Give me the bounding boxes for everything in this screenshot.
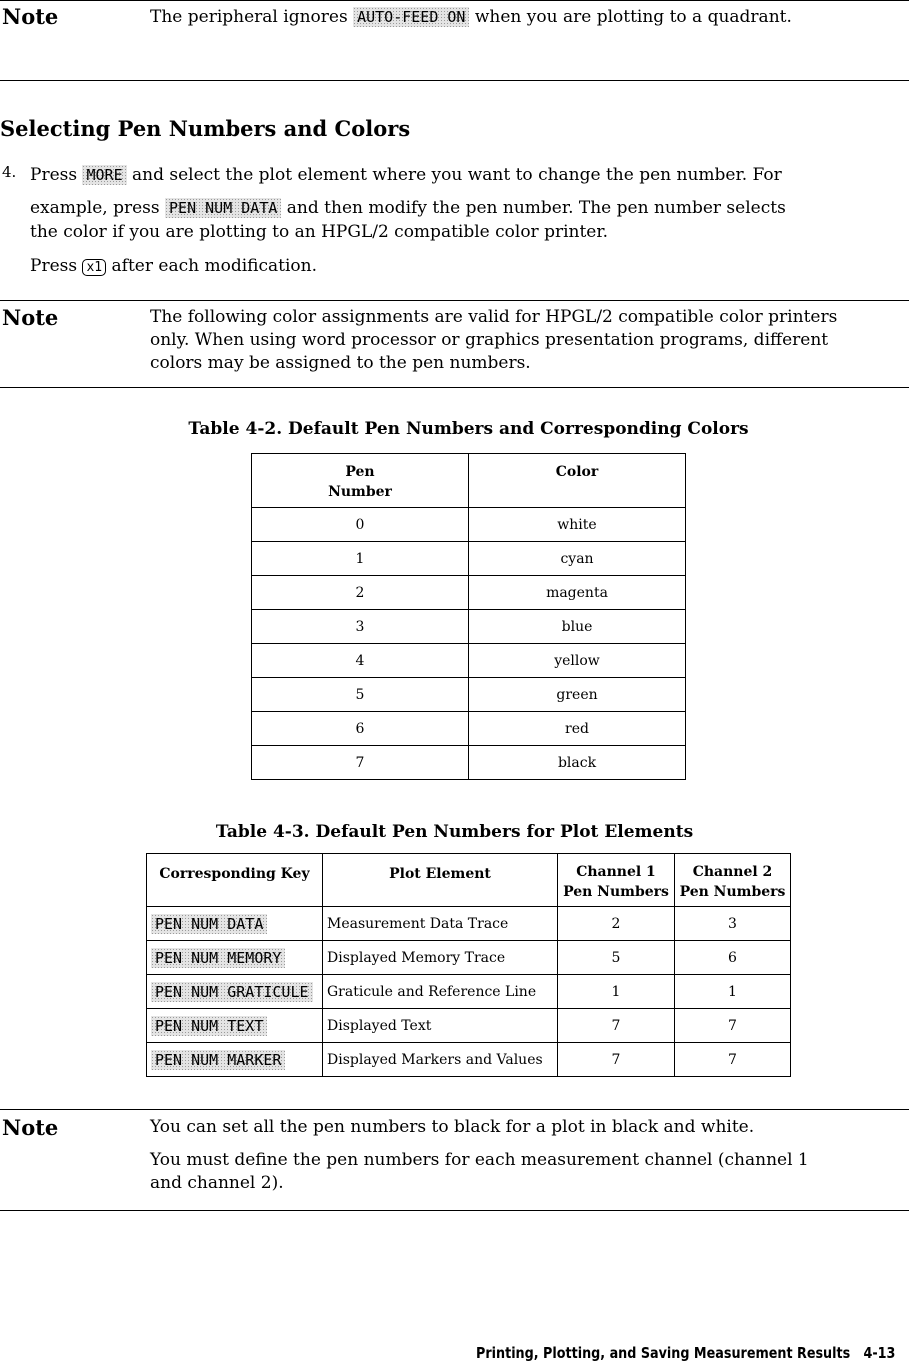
table-row: [252, 610, 686, 644]
color-cell: white: [469, 508, 686, 542]
divider: [0, 300, 909, 301]
color-cell: black: [469, 746, 686, 780]
pen-colors-table: [251, 453, 686, 780]
channel-1-pen-cell: 2: [558, 907, 675, 941]
note-label: Note: [2, 4, 59, 29]
table-row: [252, 508, 686, 542]
color-cell: magenta: [469, 576, 686, 610]
channel-2-pen-cell: 7: [675, 1043, 791, 1077]
channel-1-pen-cell: 7: [558, 1009, 675, 1043]
note-text: The following color assignments are valid for HPGL/2 compatible color printers only. When using word processor or graphics presentation programs, different colors may be assigned to the pen numbers.: [150, 307, 838, 373]
header-pen-number: Pen Number: [252, 454, 469, 508]
page-number: 4-13: [863, 1344, 895, 1362]
key-cell: [147, 975, 323, 1009]
channel-1-pen-cell: 5: [558, 941, 675, 975]
pen-number-cell: 5: [252, 678, 469, 712]
section-title: Selecting Pen Numbers and Colors: [0, 116, 411, 141]
table-row: [147, 907, 791, 941]
channel-2-pen-cell: 3: [675, 907, 791, 941]
pen-number-cell: 3: [252, 610, 469, 644]
color-cell: blue: [469, 610, 686, 644]
pen-number-cell: 2: [252, 576, 469, 610]
header-channel-2: Channel 2 Pen Numbers: [675, 854, 791, 907]
channel-1-pen-cell: 1: [558, 975, 675, 1009]
table-row: [252, 644, 686, 678]
color-cell: green: [469, 678, 686, 712]
plot-element-cell: Measurement Data Trace: [323, 907, 558, 941]
key-cell: [147, 1009, 323, 1043]
table-4-3-caption: Table 4-3. Default Pen Numbers for Plot Elements: [215, 822, 694, 842]
page-footer: [476, 1344, 895, 1362]
table-header: [147, 854, 791, 907]
plot-element-cell: Graticule and Reference Line: [323, 975, 558, 1009]
table-row: [252, 746, 686, 780]
step-number: 4.: [2, 163, 17, 181]
header-channel-1: Channel 1 Pen Numbers: [558, 854, 675, 907]
table-row: [147, 975, 791, 1009]
table-4-2-caption: Table 4-2. Default Pen Numbers and Corresponding Colors: [188, 419, 749, 439]
softkey[interactable]: PEN NUM TEXT: [151, 1016, 267, 1036]
table-row: [252, 576, 686, 610]
table-row: [147, 941, 791, 975]
header-plot-element: Plot Element: [323, 854, 558, 907]
plot-elements-table: [146, 853, 791, 1077]
channel-2-pen-cell: 6: [675, 941, 791, 975]
footer-title: Printing, Plotting, and Saving Measurement Results: [475, 1344, 850, 1362]
softkey[interactable]: PEN NUM MARKER: [151, 1050, 285, 1070]
softkey[interactable]: PEN NUM GRATICULE: [151, 982, 313, 1002]
channel-2-pen-cell: 7: [675, 1009, 791, 1043]
header-color: Color: [469, 454, 686, 508]
pen-number-cell: 7: [252, 746, 469, 780]
divider: [0, 1210, 909, 1211]
header-key: Corresponding Key: [147, 854, 323, 907]
note-text: The peripheral ignores AUTO-FEED ON when you are plotting to a quadrant.: [150, 7, 792, 27]
hardkey-x1[interactable]: x1: [82, 259, 106, 276]
pen-number-cell: 0: [252, 508, 469, 542]
plot-element-cell: Displayed Memory Trace: [323, 941, 558, 975]
table-header: [252, 454, 686, 508]
key-cell: [147, 1043, 323, 1077]
table-row: [147, 1009, 791, 1043]
key-cell: [147, 907, 323, 941]
pen-number-cell: 6: [252, 712, 469, 746]
pen-number-cell: 1: [252, 542, 469, 576]
softkey[interactable]: PEN NUM MEMORY: [151, 948, 285, 968]
table-row: [252, 542, 686, 576]
softkey[interactable]: PEN NUM DATA: [151, 914, 267, 934]
table-row: [252, 678, 686, 712]
note-text: You can set all the pen numbers to black for a plot in black and white. You must define the pen numbers for each measurement channel (channel 1 and channel 2).: [150, 1117, 809, 1193]
softkey-auto-feed-on[interactable]: AUTO-FEED ON: [353, 7, 469, 27]
divider: [0, 387, 909, 388]
softkey-pen-num-data[interactable]: PEN NUM DATA: [165, 198, 281, 218]
color-cell: cyan: [469, 542, 686, 576]
divider: [0, 80, 909, 81]
step-text: Press MORE and select the plot element where you want to change the pen number. For example, press PEN NUM DATA and then modify the pen number. The pen number selects the color if you are plotting to an HPGL/2 compatible color printer. Press x1 after each modification.: [30, 165, 786, 276]
pen-number-cell: 4: [252, 644, 469, 678]
note-label: Note: [2, 1115, 59, 1140]
note-label: Note: [2, 305, 59, 330]
table-row: [252, 712, 686, 746]
plot-element-cell: Displayed Markers and Values: [323, 1043, 558, 1077]
channel-1-pen-cell: 7: [558, 1043, 675, 1077]
divider: [0, 0, 909, 1]
table-row: [147, 1043, 791, 1077]
channel-2-pen-cell: 1: [675, 975, 791, 1009]
color-cell: red: [469, 712, 686, 746]
color-cell: yellow: [469, 644, 686, 678]
softkey-more[interactable]: MORE: [82, 165, 126, 185]
key-cell: [147, 941, 323, 975]
divider: [0, 1109, 909, 1110]
plot-element-cell: Displayed Text: [323, 1009, 558, 1043]
